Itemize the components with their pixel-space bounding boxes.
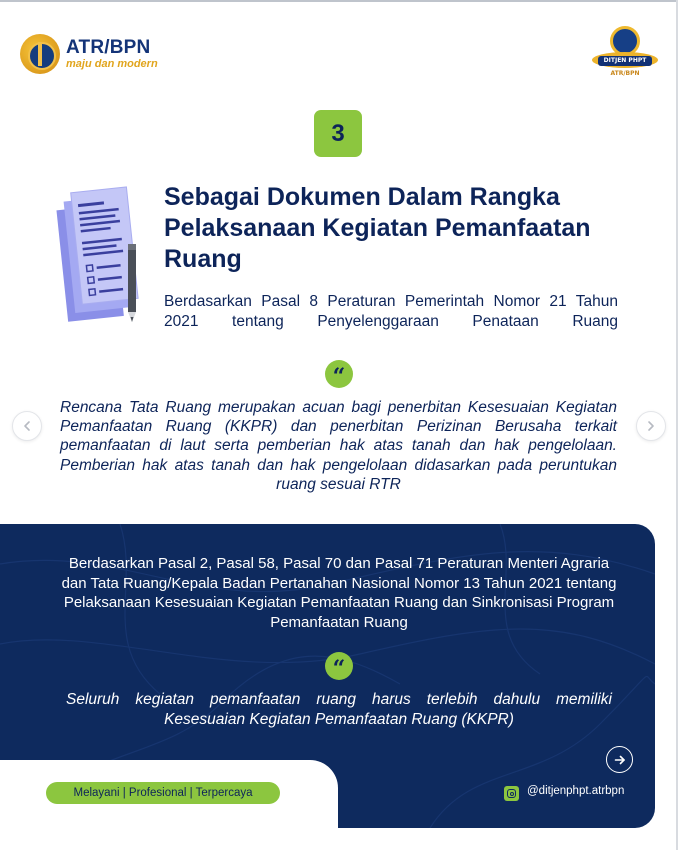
instagram-handle[interactable]: @ditjenphpt.atrbpn bbox=[527, 785, 625, 797]
carousel-prev-button[interactable] bbox=[12, 411, 42, 441]
panel-quote-mark-icon: “ bbox=[325, 652, 353, 680]
ditjen-logo-band: DITJEN PHPT bbox=[598, 56, 652, 66]
atr-bpn-logo bbox=[20, 34, 158, 74]
ditjen-phpt-logo bbox=[592, 26, 660, 84]
chevron-left-icon bbox=[21, 420, 33, 432]
tagline-pill: Melayani | Profesional | Terpercaya bbox=[46, 782, 280, 804]
ditjen-logo-sub: ATR/BPN bbox=[610, 70, 640, 77]
atr-bpn-globe-logo-icon bbox=[20, 34, 60, 74]
document-stack-icon bbox=[56, 186, 146, 336]
chevron-right-icon bbox=[645, 420, 657, 432]
panel-quote-text: Seluruh kegiatan pemanfaatan ruang harus terlebih dahulu memiliki Kesesuaian Kegiatan Pemanfaatan Ruang (KKPR) bbox=[66, 691, 612, 728]
atr-bpn-logo-tagline: maju dan modern bbox=[66, 58, 158, 70]
next-slide-button[interactable] bbox=[606, 746, 633, 773]
section-subtitle: Berdasarkan Pasal 8 Peraturan Pemerintah Nomor 21 Tahun 2021 tentang Penyelenggaraan Penataan Ruang bbox=[164, 293, 618, 330]
footer-white-tab bbox=[0, 760, 338, 850]
arrow-right-circle-icon bbox=[613, 753, 627, 767]
section-title: Sebagai Dokumen Dalam Rangka Pelaksanaan Kegiatan Pemanfaatan Ruang bbox=[164, 183, 591, 273]
panel-text: Berdasarkan Pasal 2, Pasal 58, Pasal 70 dan Pasal 71 Peraturan Menteri Agraria dan Tata Ruang/Kepala Badan Pertanahan Nasional Nomor 13 Tahun 2021 tentang Pelaksanaan Kesesuaian Kegiatan Pemanfaatan Ruang dan Sinkronisasi Program Pemanfaatan Ruang bbox=[61, 555, 617, 631]
quote-text: Rencana Tata Ruang merupakan acuan bagi penerbitan Kesesuaian Kegiatan Pemanfaatan Ruang (KKPR) dan penerbitan Perizinan Berusaha terkait pemanfaatan di laut serta pemberian hak atas tanah dan hak pengelolaan. Pemberian hak atas tanah dan hak pengelolaan didasarkan pada peruntukan ruang sesuai RTR bbox=[60, 399, 617, 493]
top-border bbox=[0, 0, 678, 2]
instagram-icon bbox=[504, 786, 519, 801]
carousel-next-button[interactable] bbox=[636, 411, 666, 441]
quote-mark-icon: “ bbox=[325, 360, 353, 388]
slide-number-badge: 3 bbox=[314, 110, 362, 157]
atr-bpn-logo-title: ATR/BPN bbox=[66, 37, 151, 58]
